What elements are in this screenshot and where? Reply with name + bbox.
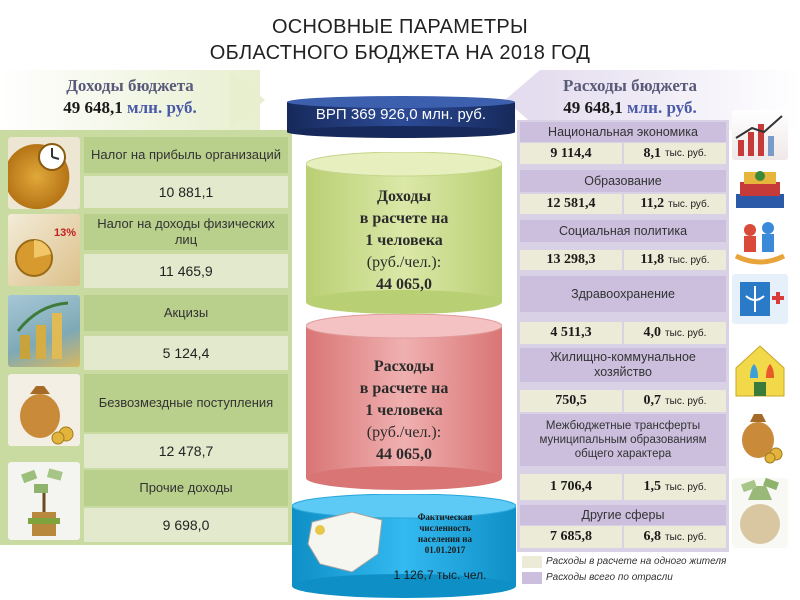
- per-capita-value: 1,5: [643, 479, 662, 494]
- per-capita-unit: тыс. руб.: [668, 254, 710, 266]
- expense-item-total: 4 511,3: [520, 322, 622, 344]
- money-sack-icon: [732, 478, 788, 548]
- income-item-label: Акцизы: [84, 295, 288, 331]
- income-cyl-line: (руб./чел.):: [366, 254, 442, 271]
- income-item-value: 5 124,4: [84, 336, 288, 370]
- money-bag-icon: [732, 404, 788, 464]
- legend-label-total: Расходы всего по отрасли: [546, 572, 673, 583]
- expense-item-label: Жилищно-коммунальное хозяйство: [520, 348, 726, 382]
- expense-item-per-capita: [624, 143, 726, 164]
- income-item-value: 10 881,1: [84, 176, 288, 208]
- per-capita-unit: тыс. руб.: [665, 148, 707, 159]
- expense-item-per-capita: [624, 526, 726, 548]
- per-capita-value: 6,8: [643, 529, 662, 544]
- expense-item-per-capita: [624, 194, 726, 214]
- expense-item-total: 13 298,3: [520, 250, 622, 270]
- economy-chart-icon: [732, 110, 788, 160]
- population-line: 01.01.2017: [424, 545, 466, 555]
- expense-total-unit: млн. руб.: [627, 98, 697, 117]
- expense-item-label: Образование: [520, 170, 726, 192]
- income-per-capita: [326, 186, 482, 296]
- per-capita-value: 11,2: [640, 196, 665, 211]
- income-item-label: Налог на доходы физических лиц: [84, 214, 288, 250]
- income-total-unit: млн. руб.: [127, 98, 197, 117]
- expense-item-per-capita: [624, 250, 726, 270]
- per-capita-unit: тыс. руб.: [665, 395, 707, 407]
- per-capita-value: 11,8: [640, 252, 665, 267]
- title-line-1: ОСНОВНЫЕ ПАРАМЕТРЫ: [271, 16, 529, 38]
- population-value: 1 126,7 тыс. чел.: [393, 568, 487, 582]
- income-item-value: 11 465,9: [84, 254, 288, 288]
- income-item-value: 12 478,7: [84, 434, 288, 468]
- expense-per-capita: [326, 356, 482, 466]
- legend-label-per-capita: Расходы в расчете на одного жителя: [546, 556, 727, 567]
- expense-cyl-value: 44 065,0: [376, 446, 432, 463]
- expense-item-total: 750,5: [520, 390, 622, 412]
- expense-item-label: Межбюджетные трансферты муниципальным образованиям общего характера: [520, 414, 726, 466]
- per-capita-unit: тыс. руб.: [668, 198, 710, 210]
- per-capita-unit: тыс. руб.: [665, 531, 707, 543]
- income-item-label: Прочие доходы: [84, 470, 288, 506]
- per-capita-value: 0,7: [643, 393, 662, 408]
- income-cyl-value: 44 065,0: [376, 276, 432, 293]
- expense-item-per-capita: [624, 390, 726, 412]
- expense-item-total: 1 706,4: [520, 474, 622, 500]
- legend-swatch-per-capita: [522, 556, 542, 568]
- expense-cyl-line: Расходы: [373, 358, 435, 375]
- income-cyl-line: в расчете на: [359, 210, 449, 227]
- gold-sack-icon: [8, 374, 80, 446]
- expense-cyl-line: в расчете на: [359, 380, 449, 397]
- expense-item-total: 9 114,4: [520, 143, 622, 164]
- expense-total-value: 49 648,1: [563, 98, 623, 117]
- page-title: [190, 14, 610, 66]
- per-capita-value: 4,0: [643, 325, 662, 340]
- expense-cyl-line: 1 человека: [365, 402, 443, 419]
- income-item-value: 9 698,0: [84, 508, 288, 542]
- money-tree-icon: [8, 462, 80, 540]
- income-item-label: Налог на прибыль организаций: [84, 137, 288, 173]
- vrp-value: ВРП 369 926,0 млн. руб.: [315, 106, 487, 123]
- education-book-icon: [732, 164, 788, 214]
- per-capita-unit: тыс. руб.: [665, 327, 707, 339]
- expense-item-label: Социальная политика: [520, 220, 726, 242]
- population-line: Фактическая: [417, 512, 473, 522]
- income-header-arrow: [230, 70, 265, 130]
- title-line-2: ОБЛАСТНОГО БЮДЖЕТА НА 2018 ГОД: [209, 42, 591, 64]
- family-hands-icon: [732, 216, 788, 266]
- coin-stacks-icon: [8, 295, 80, 367]
- percent-coins-icon: [8, 214, 80, 286]
- expense-heading: Расходы бюджета: [562, 76, 698, 95]
- income-cyl-line: 1 человека: [365, 232, 443, 249]
- expense-item-label: Другие сферы: [520, 505, 726, 525]
- population-label: [395, 512, 495, 556]
- per-capita-value: 8,1: [643, 145, 662, 161]
- per-capita-unit: тыс. руб.: [665, 481, 707, 493]
- expense-item-per-capita: [624, 322, 726, 344]
- utilities-icon: [732, 338, 788, 400]
- expense-item-label: Здравоохранение: [520, 276, 726, 312]
- expense-cyl-line: (руб./чел.):: [366, 424, 442, 441]
- income-cyl-line: Доходы: [376, 188, 432, 205]
- legend-swatch-total: [522, 572, 542, 584]
- income-heading: Доходы бюджета: [66, 76, 194, 95]
- population-line: населения на: [417, 534, 472, 544]
- expense-item-label: Национальная экономика: [520, 122, 726, 142]
- income-item-label: Безвозмездные поступления: [84, 374, 288, 432]
- svg-text:13%: 13%: [54, 227, 77, 239]
- expense-item-total: 12 581,4: [520, 194, 622, 214]
- expense-total: [540, 98, 720, 118]
- money-bag-clock-icon: [8, 137, 80, 209]
- expense-item-per-capita: [624, 474, 726, 500]
- income-total-value: 49 648,1: [63, 98, 123, 117]
- medicine-icon: [732, 274, 788, 324]
- population-line: численность: [419, 523, 471, 533]
- income-total: [40, 98, 220, 118]
- expense-item-total: 7 685,8: [520, 526, 622, 548]
